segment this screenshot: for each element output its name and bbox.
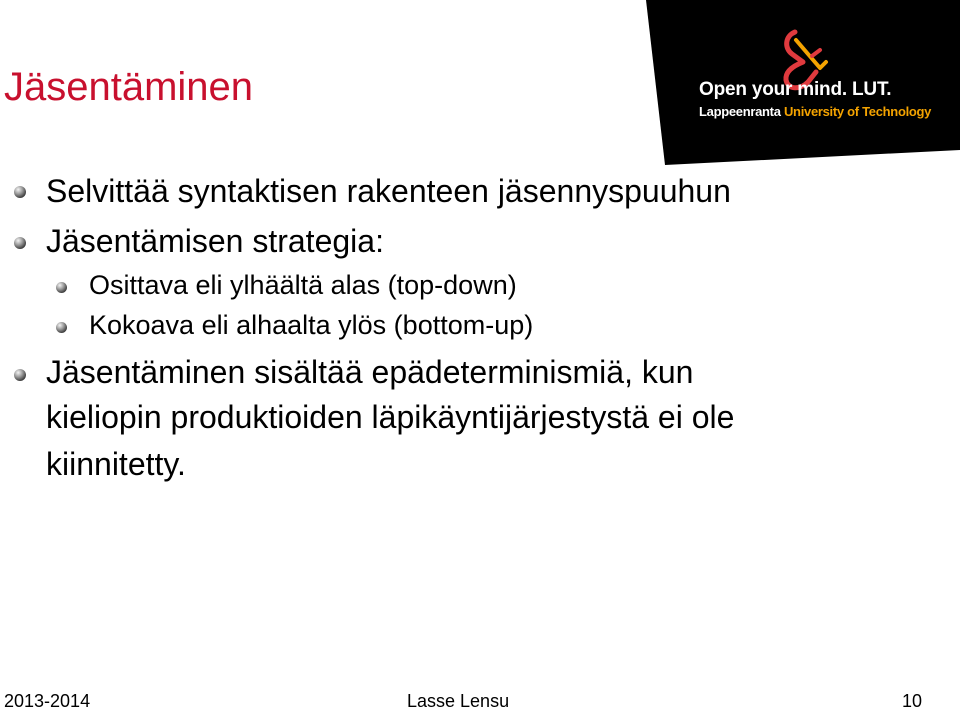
slide-title: Jäsentäminen bbox=[4, 65, 254, 109]
logo-university-name: University of Technology bbox=[783, 104, 932, 119]
sub-bullet-item-1: Osittava eli ylhäältä alas (top-down) bbox=[89, 270, 517, 300]
footer-author: Lasse Lensu bbox=[407, 691, 510, 711]
logo-university-prefix: Lappeenranta bbox=[699, 104, 784, 119]
bullet-item-2: Jäsentämisen strategia: bbox=[46, 223, 384, 259]
bullet-item-3-line-2: kieliopin produktioiden läpikäyntijärjestystä ei ole bbox=[46, 399, 735, 435]
bullet-icon bbox=[14, 369, 26, 381]
bullet-icon bbox=[14, 237, 26, 249]
sub-bullet-icon bbox=[56, 322, 67, 333]
bullet-item-3-line-3: kiinnitetty. bbox=[46, 446, 186, 482]
bullet-icon bbox=[14, 186, 26, 198]
footer-year: 2013-2014 bbox=[4, 691, 91, 711]
footer-page-number: 10 bbox=[902, 691, 923, 711]
bullet-item-3-line-1: Jäsentäminen sisältää epädeterminismiä, kun bbox=[46, 354, 694, 390]
sub-bullet-icon bbox=[56, 282, 67, 293]
sub-bullet-item-2: Kokoava eli alhaalta ylös (bottom-up) bbox=[89, 310, 534, 340]
bullet-item-1: Selvittää syntaktisen rakenteen jäsennyspuuhun bbox=[46, 173, 731, 209]
logo-tagline: Open your mind. LUT. bbox=[699, 79, 892, 100]
